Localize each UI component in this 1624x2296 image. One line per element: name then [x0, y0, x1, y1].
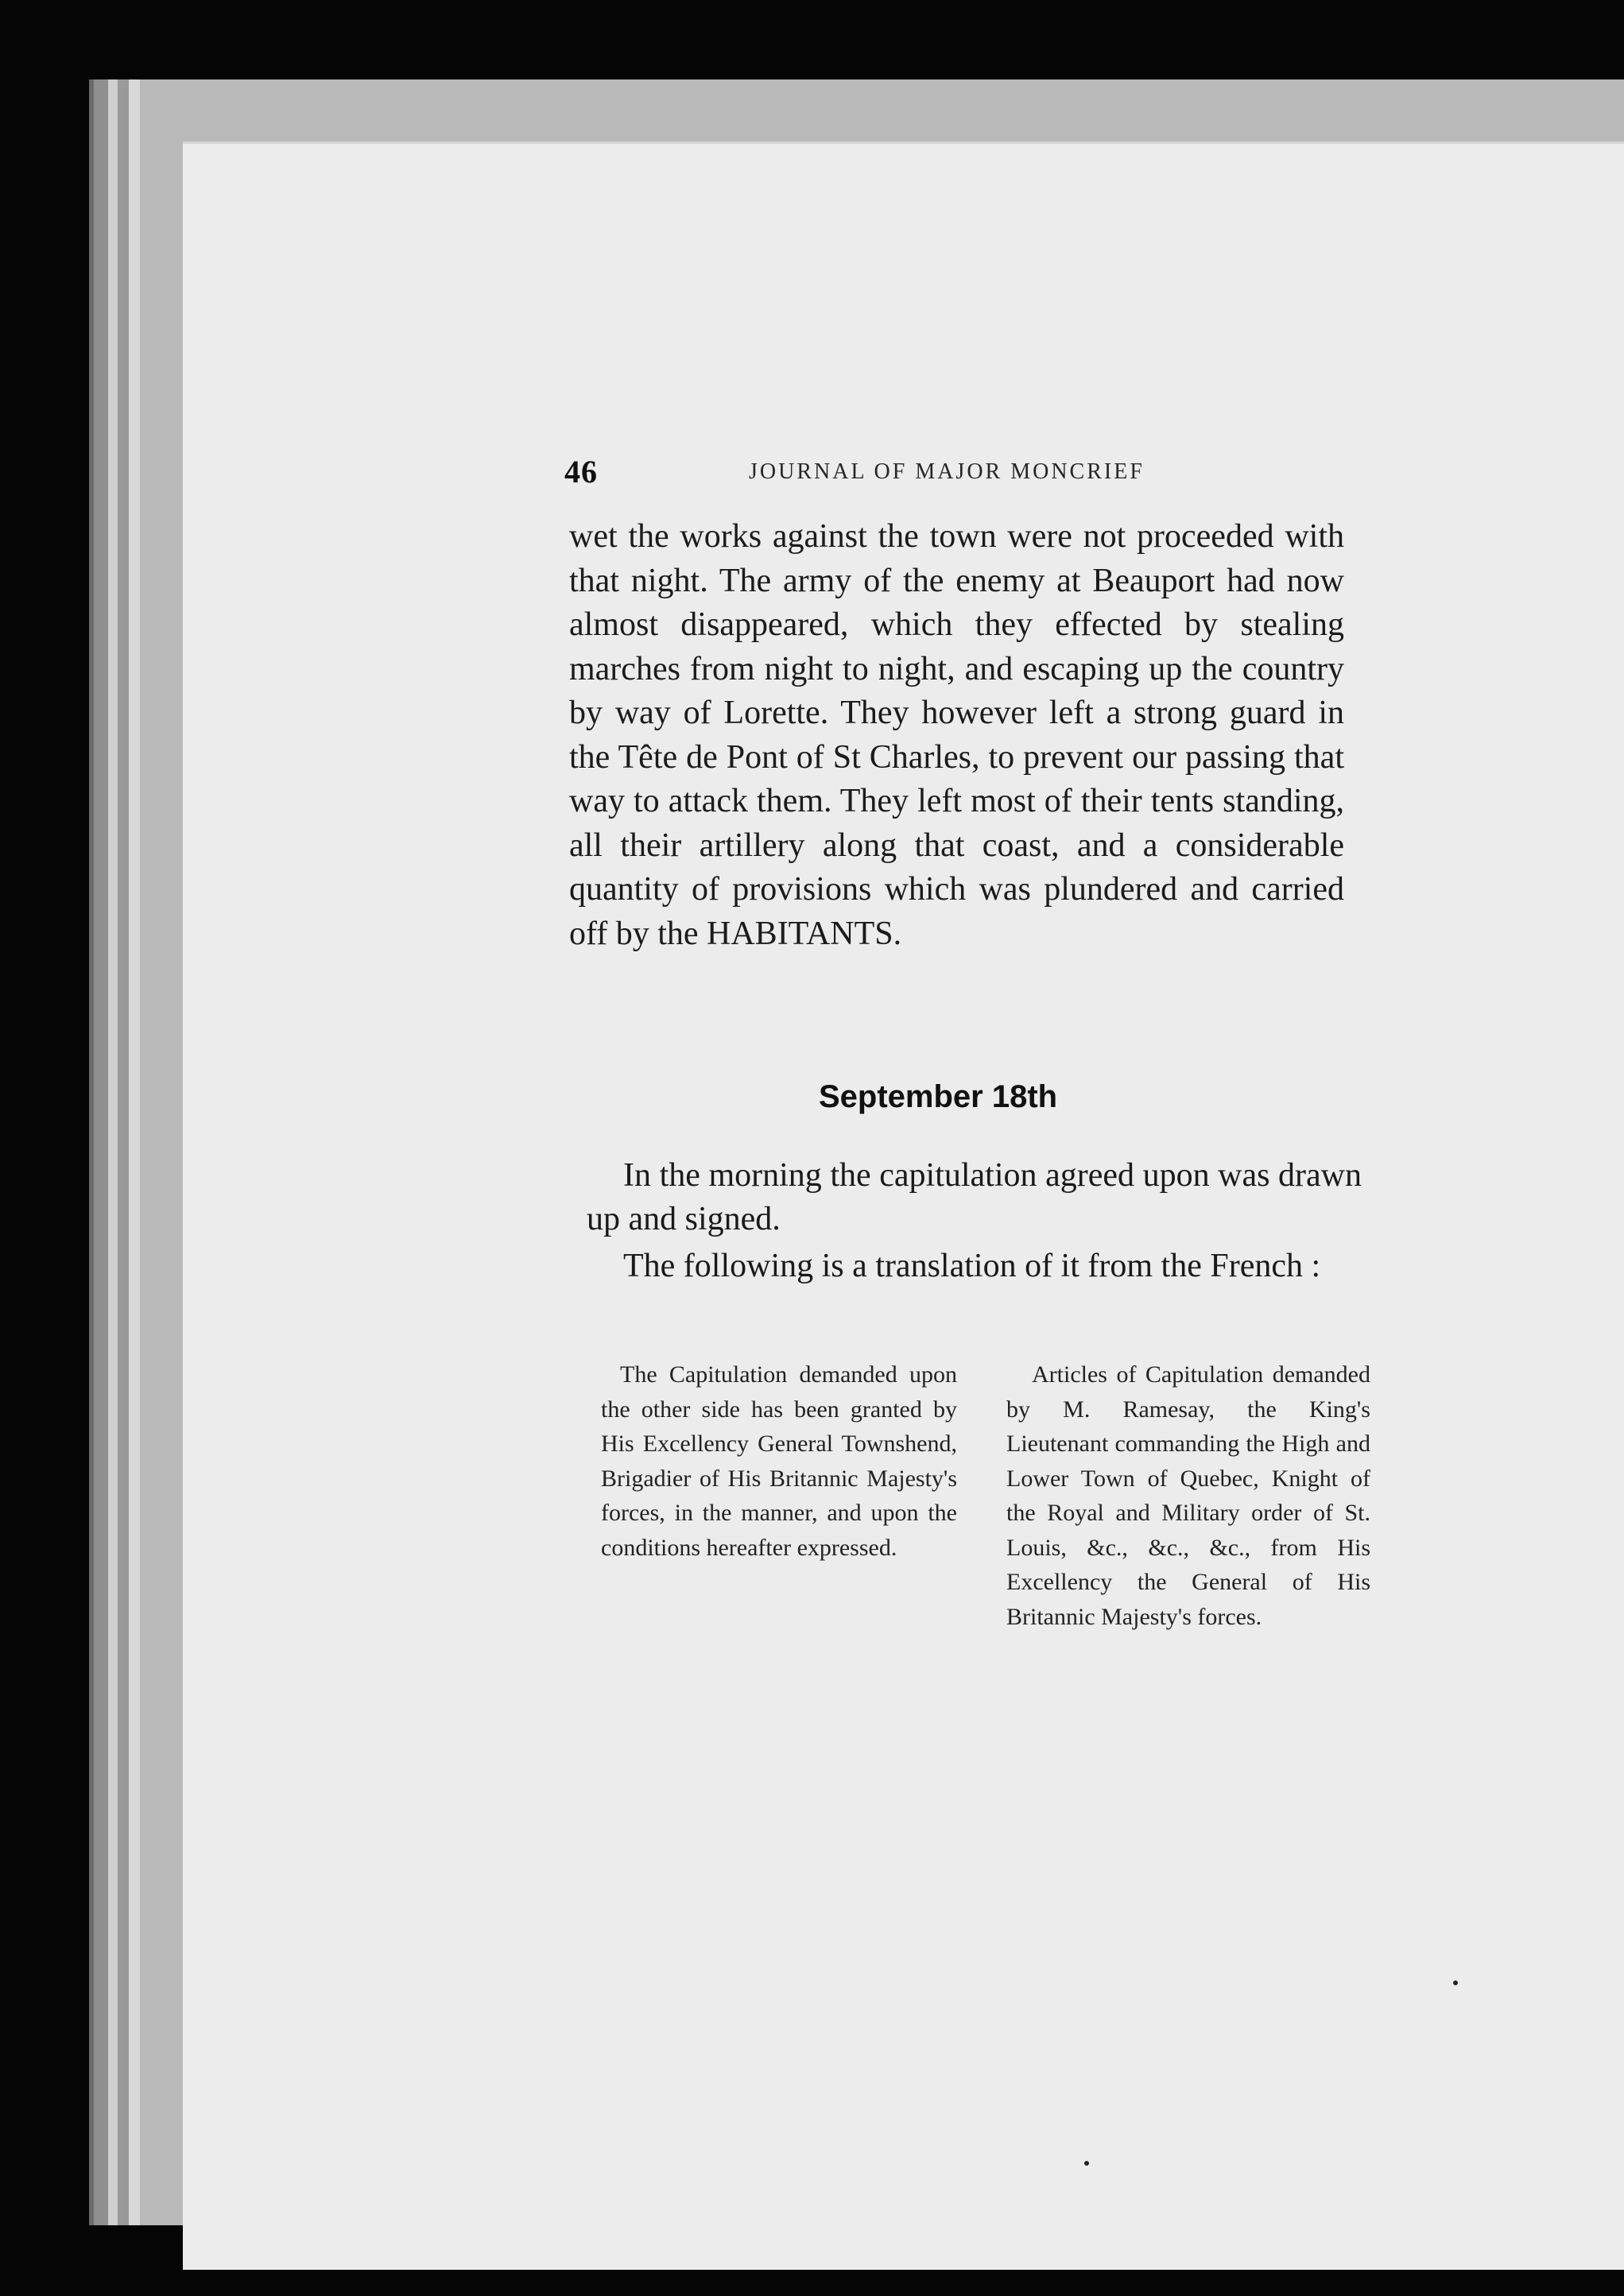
section-heading: September 18th [819, 1079, 1058, 1114]
body-paragraph: wet the works against the town were not proceeded with that night. The army of the enemy at Beauport had now almost disappeared, which they effected by stealing marches from night to night, and escaping up the country by way of Lorette. They however left a strong guard in the Tête de Pont of St Charles, to prevent our passing that way to attack them. They left most of their tents standing, all their artillery along that coast, and a considerable quantity of provisions which was plundered and carried off by the HABITANTS. [569, 518, 1344, 952]
right-column-articles: Articles of Capitulation demanded by M. Ramesay, the King's Lieutenant commanding the High and Lower Town of Quebec, Knight of the Royal and Military order of St. Louis, &c., &c., &c., from His Excellency the General of His Britannic Majesty's forces. [1006, 1361, 1370, 1630]
ink-speck [1453, 1980, 1458, 1985]
left-column-capitulation: The Capitulation demanded upon the other side has been granted by His Excellency General Townshend, Brigadier of His Britannic Majesty's forces, in the manner, and upon the conditions hereafter expressed. [601, 1361, 957, 1561]
translation-paragraph: The following is a translation of it from the French : [623, 1248, 1321, 1284]
ink-speck [1084, 2161, 1089, 2166]
page-header [564, 453, 1208, 493]
running-head: JOURNAL OF MAJOR MONCRIEF [749, 459, 1145, 484]
page-number: 46 [564, 454, 598, 490]
capitulation-paragraph: In the morning the capitulation agreed upon was drawn up and signed. [587, 1157, 1362, 1237]
